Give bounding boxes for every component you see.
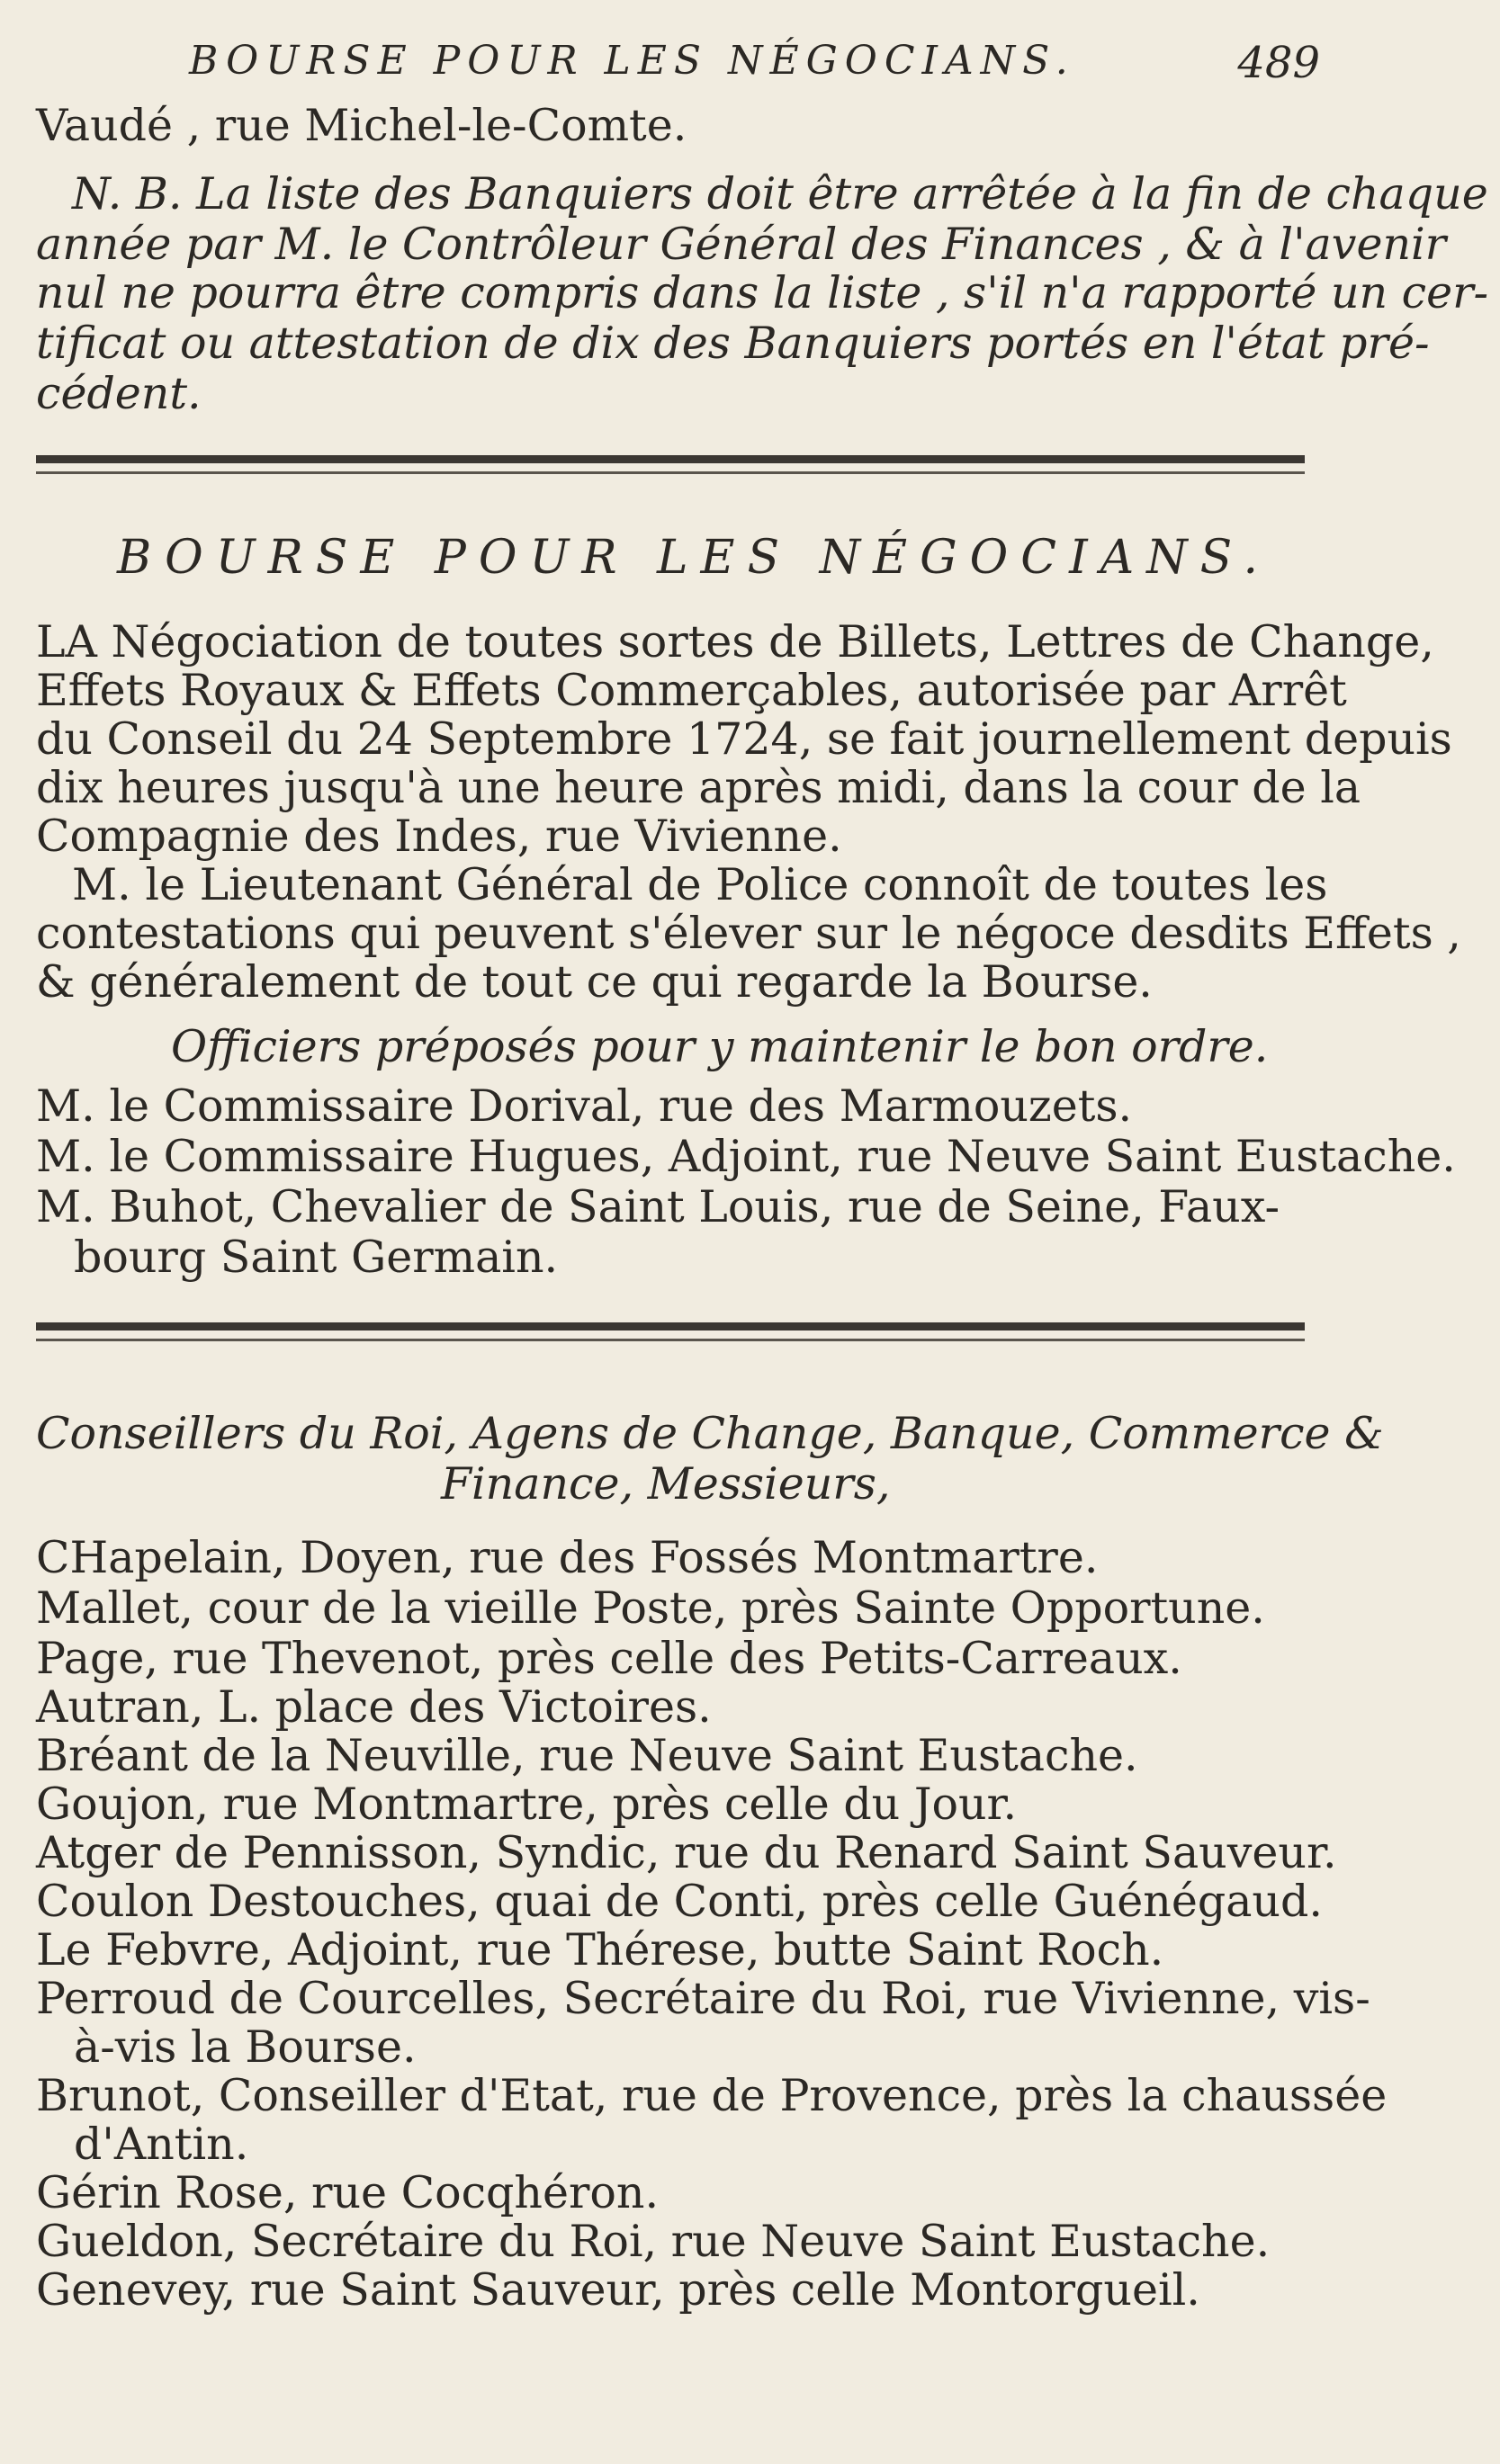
- agent-entry: Gueldon, Secrétaire du Roi, rue Neuve Saint Eustache.: [36, 2216, 1271, 2267]
- agent-entry: Mallet, cour de la vieille Poste, près Sainte Opportune.: [36, 1582, 1265, 1634]
- agent-entry: CHapelain, Doyen, rue des Fossés Montmartre.: [36, 1532, 1099, 1583]
- agent-entry: Bréant de la Neuville, rue Neuve Saint Eustache.: [36, 1730, 1138, 1781]
- agent-entry: Perroud de Courcelles, Secrétaire du Roi, rue Vivienne, vis-: [36, 1973, 1370, 2024]
- note-line: N. B. La liste des Banquiers doit être arrêtée à la fin de chaque: [72, 168, 1488, 220]
- agent-entry: Page, rue Thevenot, près celle des Petits-Carreaux.: [36, 1633, 1182, 1684]
- agents-heading: Conseillers du Roi, Agens de Change, Banque, Commerce &: [36, 1408, 1384, 1459]
- paragraph-line: M. le Lieutenant Général de Police connoît de toutes les: [72, 859, 1328, 910]
- section-title: BOURSE POUR LES NÉGOCIANS.: [117, 531, 1271, 585]
- agent-entry: Brunot, Conseiller d'Etat, rue de Provence, près la chaussée: [36, 2070, 1388, 2121]
- agent-entry: Goujon, rue Montmartre, près celle du Jour.: [36, 1779, 1018, 1830]
- note-line: nul ne pourra être compris dans la liste , s'il n'a rapporté un cer-: [36, 267, 1489, 318]
- paragraph-line: & généralement de tout ce qui regarde la Bourse.: [36, 956, 1153, 1008]
- note-line: Vaudé , rue Michel-le-Comte.: [36, 100, 687, 151]
- section-divider: [36, 455, 1305, 474]
- agent-entry: Coulon Destouches, quai de Conti, près celle Guénégaud.: [36, 1876, 1323, 1927]
- note-line: année par M. le Contrôleur Général des Finances , & à l'avenir: [36, 219, 1447, 270]
- officer-entry: M. le Commissaire Dorival, rue des Marmouzets.: [36, 1080, 1133, 1132]
- agent-entry: Le Febvre, Adjoint, rue Thérese, butte Saint Roch.: [36, 1924, 1164, 1976]
- paragraph-line: Compagnie des Indes, rue Vivienne.: [36, 811, 842, 862]
- note-line: tificat ou attestation de dix des Banquiers portés en l'état pré-: [36, 318, 1430, 369]
- running-title: BOURSE POUR LES NÉGOCIANS.: [189, 38, 1075, 84]
- note-line: cédent.: [36, 368, 202, 419]
- officer-entry: M. le Commissaire Hugues, Adjoint, rue Neuve Saint Eustache.: [36, 1131, 1456, 1182]
- agent-entry: à-vis la Bourse.: [74, 2021, 417, 2073]
- paragraph-line: dix heures jusqu'à une heure après midi, dans la cour de la: [36, 762, 1361, 813]
- paragraph-line: LA Négociation de toutes sortes de Billets, Lettres de Change,: [36, 616, 1434, 668]
- officers-heading: Officiers préposés pour y maintenir le bon ordre.: [171, 1021, 1269, 1072]
- paragraph-line: Effets Royaux & Effets Commerçables, autorisée par Arrêt: [36, 665, 1347, 716]
- agent-entry: Gérin Rose, rue Cocqhéron.: [36, 2167, 660, 2218]
- officer-entry: M. Buhot, Chevalier de Saint Louis, rue de Seine, Faux-: [36, 1181, 1280, 1232]
- section-divider: [36, 1322, 1305, 1341]
- agent-entry: d'Antin.: [74, 2119, 249, 2170]
- agent-entry: Genevey, rue Saint Sauveur, près celle Montorgueil.: [36, 2264, 1200, 2316]
- paragraph-line: contestations qui peuvent s'élever sur le négoce desdits Effets ,: [36, 908, 1461, 959]
- officer-entry: bourg Saint Germain.: [74, 1232, 559, 1283]
- page-number: 489: [1237, 38, 1320, 88]
- agent-entry: Atger de Pennisson, Syndic, rue du Renard Saint Sauveur.: [36, 1827, 1337, 1878]
- agent-entry: Autran, L. place des Victoires.: [36, 1681, 712, 1733]
- agents-heading: Finance, Messieurs,: [441, 1458, 891, 1510]
- paragraph-line: du Conseil du 24 Septembre 1724, se fait journellement depuis: [36, 713, 1452, 765]
